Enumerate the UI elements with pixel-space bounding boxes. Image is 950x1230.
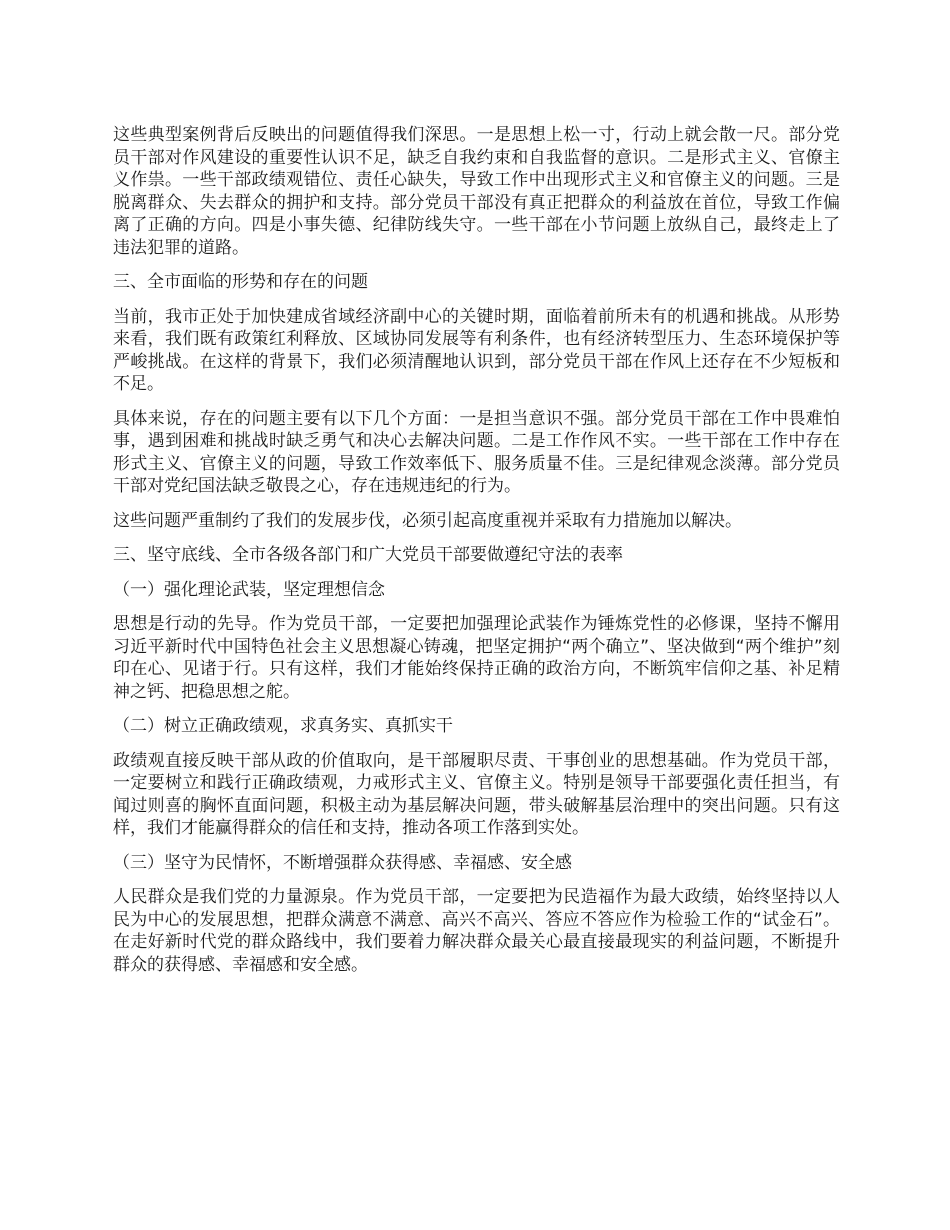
paragraph-performance-view: 政绩观直接反映干部从政的价值取向，是干部履职尽责、干事创业的思想基础。作为党员干部，一定要树立和践行正确政绩观，力戒形式主义、官僚主义。特别是领导干部要强化责任担当，有闻过则喜的胸怀直面问题，积极主动为基层解决问题，带头破解基层治理中的突出问题。只有这样，我们才能赢得群众的信任和支持，推动各项工作落到实处。 [113,750,840,838]
subheading-people-first: （三）坚守为民情怀，不断增强群众获得感、幸福感、安全感 [113,852,572,873]
section-heading-situation: 三、全市面临的形势和存在的问题 [113,272,368,292]
paragraph-current-situation: 当前，我市正处于加快建成省域经济副中心的关键时期，面临着前所未有的机遇和挑战。从形势来看，我们既有政策红利释放、区域协同发展等有利条件，也有经济转型压力、生态环境保护等严峻挑战。在这样的背景下，我们必须清醒地认识到，部分党员干部在作风上还存在不少短板和不足。 [113,306,840,394]
paragraph-theory: 思想是行动的先导。作为党员干部，一定要把加强理论武装作为锤炼党性的必修课，坚持不懈用习近平新时代中国特色社会主义思想凝心铸魂，把坚定拥护“两个确立”、坚决做到“两个维护”刻印在心、见诸于行。只有这样，我们才能始终保持正确的政治方向，不断筑牢信仰之基、补足精神之钙、把稳思想之舵。 [113,614,840,702]
paragraph-problems-analysis: 这些典型案例背后反映出的问题值得我们深思。一是思想上松一寸，行动上就会散一尺。部分党员干部对作风建设的重要性认识不足，缺乏自我约束和自我监督的意识。二是形式主义、官僚主义作祟。一些干部政绩观错位、责任心缺失，导致工作中出现形式主义和官僚主义的问题。三是脱离群众、失去群众的拥护和支持。部分党员干部没有真正把群众的利益放在首位，导致工作偏离了正确的方向。四是小事失德、纪律防线失守。一些干部在小节问题上放纵自己，最终走上了违法犯罪的道路。 [113,125,840,258]
document-body [113,124,840,988]
subheading-performance-view: （二）树立正确政绩观，求真务实、真抓实干 [113,716,453,736]
paragraph-problems-summary: 这些问题严重制约了我们的发展步伐，必须引起高度重视并采取有力措施加以解决。 [113,510,742,531]
paragraph-specific-problems: 具体来说，存在的问题主要有以下几个方面：一是担当意识不强。部分党员干部在工作中畏难怕事，遇到困难和挑战时缺乏勇气和决心去解决问题。二是工作作风不实。一些干部在工作中存在形式主义、官僚主义的问题，导致工作效率低下、服务质量不佳。三是纪律观念淡薄。部分党员干部对党纪国法缺乏敬畏之心，存在违规违纪的行为。 [113,408,840,496]
paragraph-people-first: 人民群众是我们党的力量源泉。作为党员干部，一定要把为民造福作为最大政绩，始终坚持以人民为中心的发展思想，把群众满意不满意、高兴不高兴、答应不答应作为检验工作的“试金石”。在走好新时代党的群众路线中，我们要着力解决群众最关心最直接最现实的利益问题，不断提升群众的获得感、幸福感和安全感。 [113,887,840,975]
section-heading-bottom-line: 三、坚守底线、全市各级各部门和广大党员干部要做遵纪守法的表率 [113,545,623,565]
subheading-theory: （一）强化理论武装，坚定理想信念 [113,579,385,600]
